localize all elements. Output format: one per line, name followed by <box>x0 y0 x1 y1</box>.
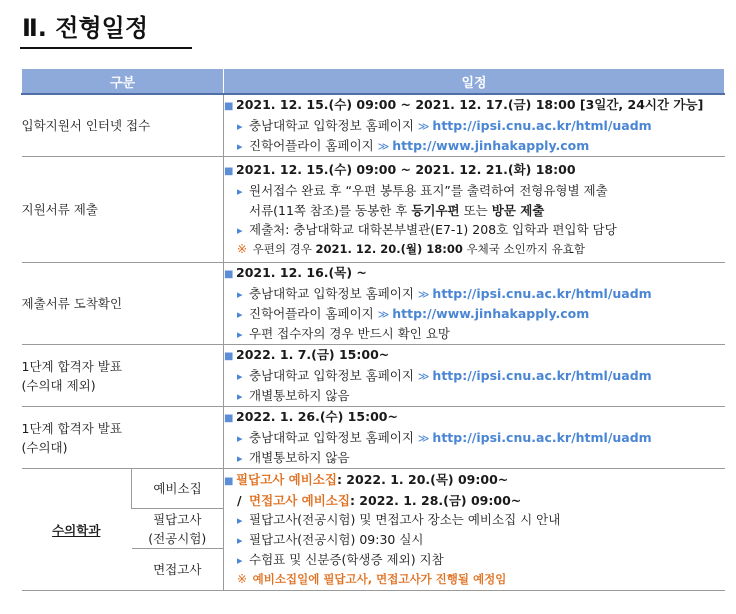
cnu-link[interactable]: http://ipsi.cnu.ac.kr/html/uadm <box>432 286 652 301</box>
row-label-line: 1단계 합격자 발표 <box>21 358 122 374</box>
instruction-text: 원서접수 완료 후 “우편 봉투용 표지”를 출력하여 전형유형별 제출 <box>249 183 608 198</box>
double-arrow-icon: ≫ <box>377 140 389 153</box>
arrow-bullet-icon: ▸ <box>237 185 243 198</box>
arrow-bullet-icon: ▸ <box>237 534 243 547</box>
row-label-line: 1단계 합격자 발표 <box>21 420 122 436</box>
row-detail <box>224 94 725 157</box>
table-row <box>22 157 725 263</box>
double-arrow-icon: ≫ <box>417 432 429 445</box>
double-arrow-icon: ≫ <box>417 120 429 133</box>
site-name: 진학어플라이 홈페이지 <box>249 306 374 321</box>
arrow-bullet-icon: ▸ <box>237 288 243 301</box>
cnu-link[interactable]: http://ipsi.cnu.ac.kr/html/uadm <box>432 430 652 445</box>
row-label <box>22 407 224 469</box>
submission-place: 제출처: 충남대학교 대학본부별관(E7-1) 208호 입학과 편입학 담당 <box>249 222 617 237</box>
table-row <box>22 345 725 407</box>
site-name: 충남대학교 입학정보 홈페이지 <box>249 286 414 301</box>
square-bullet-icon: ■ <box>224 413 234 424</box>
visit-submission-text: 방문 제출 <box>491 203 545 218</box>
interview-prelim: 면접고사 예비소집 <box>249 493 350 508</box>
arrow-bullet-icon: ▸ <box>237 224 243 237</box>
instruction-text: 필답고사(전공시험) 및 면접고사 장소는 예비소집 시 안내 <box>249 512 561 527</box>
double-arrow-icon: ≫ <box>417 370 429 383</box>
header-category: 구분 <box>22 69 224 95</box>
square-bullet-icon: ■ <box>224 101 234 112</box>
reference-mark-icon: ※ <box>237 242 248 256</box>
sub-label-line: (전공시험) <box>148 530 207 546</box>
table-row <box>22 407 725 469</box>
note-text: 예비소집일에 필답고사, 면접고사가 진행될 예정임 <box>252 572 507 586</box>
date-range: : 2022. 1. 20.(목) 09:00~ <box>336 472 509 487</box>
written-test-prelim: 필답고사 예비소집 <box>236 472 337 487</box>
site-name: 충남대학교 입학정보 홈페이지 <box>249 368 414 383</box>
double-arrow-icon: ≫ <box>377 308 389 321</box>
arrow-bullet-icon: ▸ <box>237 370 243 383</box>
date-range: 2021. 12. 16.(목) ~ <box>236 265 367 280</box>
jinhak-link[interactable]: http://www.jinhakapply.com <box>392 306 590 321</box>
date-range: 2022. 1. 7.(금) 15:00~ <box>236 347 390 362</box>
date-range: : 2022. 1. 28.(금) 09:00~ <box>349 493 522 508</box>
section-title: Ⅱ. 전형일정 <box>22 14 149 42</box>
cnu-link[interactable]: http://ipsi.cnu.ac.kr/html/uadm <box>432 368 652 383</box>
date-range: 2021. 12. 15.(수) 09:00 ~ 2021. 12. 17.(금) 18:00 [3일간, 24시간 가능] <box>236 97 704 112</box>
schedule-table <box>21 68 725 591</box>
note-text: 우편의 경우 <box>252 242 316 256</box>
row-label: 지원서류 제출 <box>22 157 224 263</box>
arrow-bullet-icon: ▸ <box>237 140 243 153</box>
sub-label-preliminary: 예비소집 <box>132 469 224 509</box>
row-detail <box>224 345 725 407</box>
arrow-bullet-icon: ▸ <box>237 432 243 445</box>
row-detail <box>224 263 725 345</box>
instruction-text: 필답고사(전공시험) 09:30 실시 <box>249 532 424 547</box>
date-range: 2021. 12. 15.(수) 09:00 ~ 2021. 12. 21.(화) 18:00 <box>236 162 576 177</box>
table-row <box>22 263 725 345</box>
header-schedule: 일정 <box>224 69 725 95</box>
instruction-text: 수험표 및 신분증(학생증 제외) 지참 <box>249 552 444 567</box>
arrow-bullet-icon: ▸ <box>237 308 243 321</box>
arrow-bullet-icon: ▸ <box>237 514 243 527</box>
square-bullet-icon: ■ <box>224 269 234 280</box>
cnu-link[interactable]: http://ipsi.cnu.ac.kr/html/uadm <box>432 118 652 133</box>
instruction-text: 우편 접수자의 경우 반드시 확인 요망 <box>249 326 450 341</box>
title-underline <box>20 47 192 49</box>
vet-department-label: 수의학과 <box>22 469 132 591</box>
instruction-text: 또는 <box>459 203 492 218</box>
postmark-deadline: 2021. 12. 20.(월) 18:00 <box>315 242 463 256</box>
square-bullet-icon: ■ <box>224 166 234 177</box>
reference-mark-icon: ※ <box>237 572 248 586</box>
note-text: 우체국 소인까지 유효함 <box>462 242 585 256</box>
jinhak-link[interactable]: http://www.jinhakapply.com <box>392 138 590 153</box>
double-arrow-icon: ≫ <box>417 288 429 301</box>
square-bullet-icon: ■ <box>224 476 234 487</box>
registered-mail-text: 등기우편 <box>411 203 460 218</box>
site-name: 진학어플라이 홈페이지 <box>249 138 374 153</box>
site-name: 충남대학교 입학정보 홈페이지 <box>249 430 414 445</box>
vet-detail <box>224 469 725 591</box>
arrow-bullet-icon: ▸ <box>237 328 243 341</box>
table-header-row <box>22 69 725 95</box>
row-label <box>22 345 224 407</box>
row-detail <box>224 407 725 469</box>
row-label: 제출서류 도착확인 <box>22 263 224 345</box>
arrow-bullet-icon: ▸ <box>237 390 243 403</box>
table-row <box>22 469 725 509</box>
arrow-bullet-icon: ▸ <box>237 452 243 465</box>
instruction-text: 개별통보하지 않음 <box>249 450 350 465</box>
arrow-bullet-icon: ▸ <box>237 120 243 133</box>
instruction-text: 서류(11쪽 참조)를 동봉한 후 <box>249 203 412 218</box>
site-name: 충남대학교 입학정보 홈페이지 <box>249 118 414 133</box>
date-range: 2022. 1. 26.(수) 15:00~ <box>236 409 398 424</box>
sub-label-written-test <box>132 509 224 549</box>
arrow-bullet-icon: ▸ <box>237 554 243 567</box>
row-label-line: (수의대 제외) <box>21 377 96 393</box>
sub-label-interview: 면접고사 <box>132 549 224 591</box>
square-bullet-icon: ■ <box>224 351 234 362</box>
row-detail <box>224 157 725 263</box>
sub-label-line: 필답고사 <box>153 511 202 527</box>
table-row <box>22 94 725 157</box>
slash-mark: / <box>237 493 242 508</box>
row-label: 입학지원서 인터넷 접수 <box>22 94 224 157</box>
row-label-line: (수의대) <box>21 439 68 455</box>
instruction-text: 개별통보하지 않음 <box>249 388 350 403</box>
